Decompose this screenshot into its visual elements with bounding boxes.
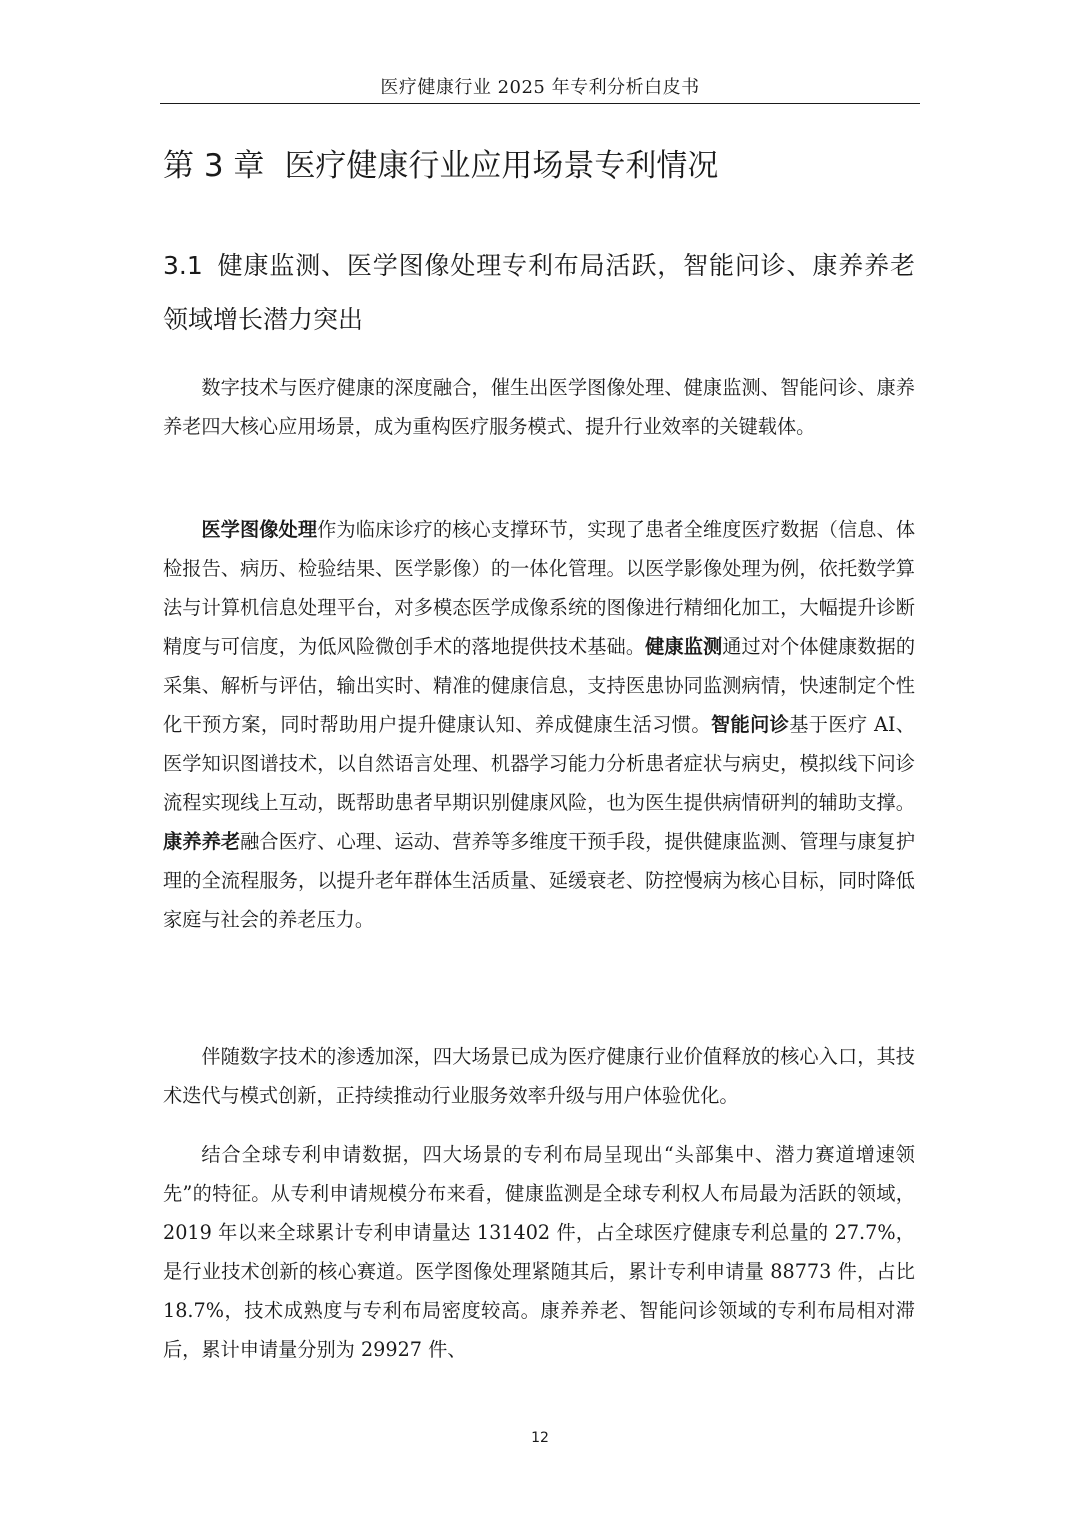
running-header: 医疗健康行业 2025 年专利分析白皮书 [380, 77, 700, 98]
text-elderly-care: 融合医疗、心理、运动、营养等多维度干预手段，提供健康监测、管理与康复护理的全流程服务，以提升老年群体生活质量、延缓衰老、防控慢病为核心目标，同时降低家庭与社会的养老压力。 [163, 830, 916, 931]
text-smart-consultation: 基于医疗 AI、医学知识图谱技术，以自然语言处理、机器学习能力分析患者症状与病史，模拟线下问诊流程实现线上互动，既帮助患者早期识别健康风险，也为医生提供病情研判的辅助支撑。 [163, 713, 915, 814]
chapter-title [163, 146, 718, 186]
section-title-text: 健康监测、医学图像处理专利布局活跃，智能问诊、康养养老领域增长潜力突出 [163, 251, 915, 334]
term-smart-consultation: 智能问诊 [710, 713, 790, 736]
chapter-number: 第 3 章 [163, 148, 265, 184]
section-title [163, 239, 915, 347]
paragraph-summary: 伴随数字技术的渗透加深，四大场景已成为医疗健康行业价值释放的核心入口，其技术迭代与模式创新，正持续推动行业服务效率升级与用户体验优化。 [163, 1045, 915, 1107]
paragraph-scenarios [163, 510, 915, 939]
header-rule [160, 103, 920, 104]
text-health-monitoring: 通过对个体健康数据的采集、解析与评估，输出实时、精准的健康信息，支持医患协同监测病情，快速制定个性化干预方案，同时帮助用户提升健康认知、养成健康生活习惯。 [163, 635, 916, 736]
section-number: 3.1 [163, 251, 203, 280]
term-medical-imaging: 医学图像处理 [201, 518, 318, 541]
term-elderly-care: 康养养老 [163, 830, 241, 853]
paragraph-patent-data: 结合全球专利申请数据，四大场景的专利布局呈现出“头部集中、潜力赛道增速领先”的特征。从专利申请规模分布来看，健康监测是全球专利权人布局最为活跃的领域，2019 年以来全球累计专利申请量达 131402 件，占全球医疗健康专利总量的 27.7%，是行业技术创新的核心赛道。医学图像处理紧随其后，累计专利申请量 88773 件，占比 18.7%，技术成熟度与专利布局密度较高。康养养老、智能问诊领域的专利布局相对滞后，累计申请量分别为 29927 件、 [163, 1143, 915, 1361]
page-number: 12 [531, 1430, 549, 1446]
paragraph-intro: 数字技术与医疗健康的深度融合，催生出医学图像处理、健康监测、智能问诊、康养养老四大核心应用场景，成为重构医疗服务模式、提升行业效率的关键载体。 [163, 376, 915, 438]
chapter-title-text: 医疗健康行业应用场景专利情况 [284, 148, 719, 184]
text-medical-imaging: 作为临床诊疗的核心支撑环节，实现了患者全维度医疗数据（信息、体检报告、病历、检验结果、医学影像）的一体化管理。以医学影像处理为例，依托数学算法与计算机信息处理平台，对多模态医学成像系统的图像进行精细化加工，大幅提升诊断精度与可信度，为低风险微创手术的落地提供技术基础。 [163, 518, 916, 658]
term-health-monitoring: 健康监测 [645, 635, 723, 658]
